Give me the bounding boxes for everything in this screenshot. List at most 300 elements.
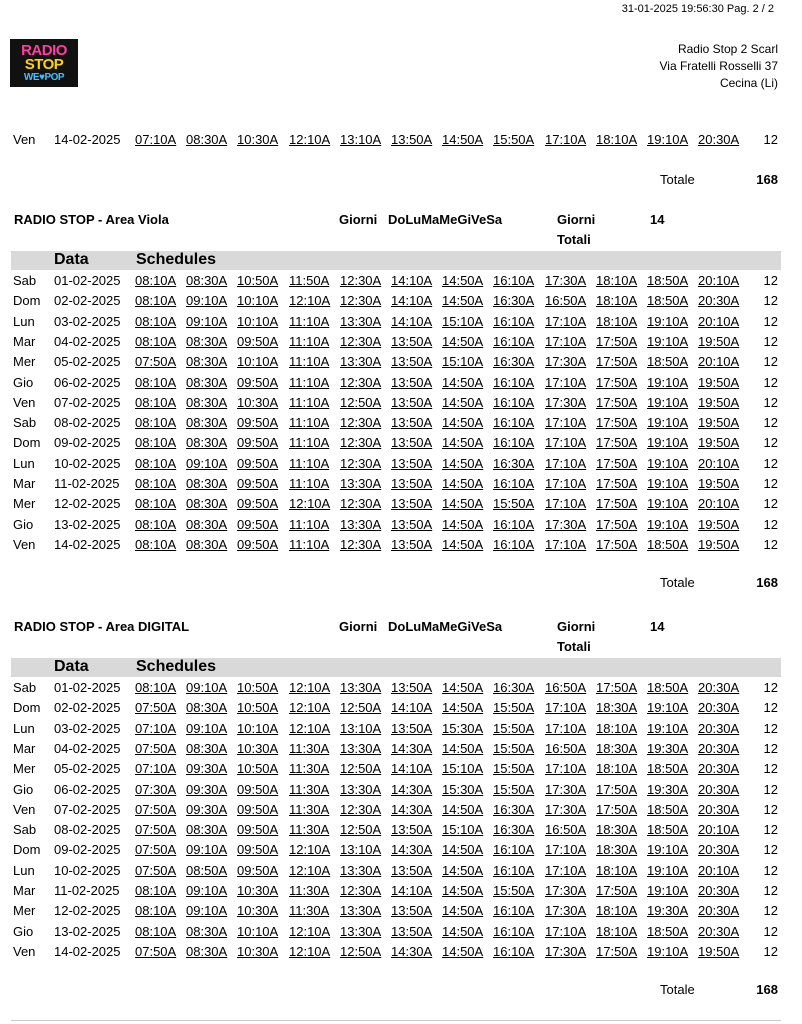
schedule-time-link[interactable]: 11:50A <box>289 273 330 288</box>
schedule-time-link[interactable]: 08:30A <box>186 496 228 512</box>
schedule-time-link[interactable]: 14:50A <box>442 333 484 349</box>
schedule-time-link[interactable]: 19:30A <box>647 740 689 756</box>
schedule-time-link[interactable]: 20:10A <box>698 313 740 329</box>
schedule-time-link[interactable]: 15:50A <box>493 700 535 716</box>
schedule-time-link[interactable]: 19:50A <box>698 415 740 431</box>
schedule-time-link[interactable]: 11:30A <box>289 801 330 817</box>
schedule-time-link[interactable]: 12:30A <box>340 536 382 552</box>
schedule-time-link[interactable]: 16:50A <box>545 680 587 695</box>
schedule-time-link[interactable]: 11:10A <box>289 476 330 491</box>
schedule-time-link[interactable]: 15:10A <box>442 313 484 329</box>
schedule-time-link[interactable]: 16:10A <box>493 862 535 878</box>
schedule-time-link[interactable]: 12:30A <box>340 801 382 817</box>
schedule-time-link[interactable]: 20:30A <box>698 700 740 716</box>
schedule-time-link[interactable]: 16:10A <box>493 476 535 491</box>
schedule-time-link[interactable]: 17:50A <box>596 476 638 491</box>
schedule-time-link[interactable]: 07:10A <box>135 761 177 777</box>
schedule-time-link[interactable]: 20:10A <box>698 822 740 838</box>
schedule-time-link[interactable]: 08:10A <box>135 883 177 898</box>
schedule-time-link[interactable]: 12:30A <box>340 496 382 512</box>
schedule-time-link[interactable]: 19:50A <box>698 435 740 451</box>
schedule-time-link[interactable]: 10:50A <box>237 761 279 777</box>
schedule-time-link[interactable]: 19:10A <box>647 476 689 491</box>
schedule-time-link[interactable]: 07:50A <box>135 842 177 858</box>
schedule-time-link[interactable]: 07:10A <box>135 720 177 736</box>
schedule-time-link[interactable]: 16:50A <box>545 293 587 309</box>
schedule-time-link[interactable]: 19:30A <box>647 903 689 919</box>
schedule-time-link[interactable]: 15:50A <box>493 883 535 898</box>
schedule-time-link[interactable]: 17:50A <box>596 536 638 552</box>
schedule-time-link[interactable]: 14:50A <box>442 435 484 451</box>
schedule-time-link[interactable]: 18:10A <box>596 862 638 878</box>
schedule-time-link[interactable]: 17:10A <box>545 476 587 491</box>
schedule-time-link[interactable]: 13:50A <box>391 516 433 532</box>
schedule-time-link[interactable]: 09:10A <box>186 883 228 898</box>
schedule-time-link[interactable]: 20:30A <box>698 781 740 797</box>
schedule-time-link[interactable]: 14:10A <box>391 761 433 777</box>
schedule-time-link[interactable]: 18:50A <box>647 761 689 777</box>
schedule-time-link[interactable]: 18:50A <box>647 354 689 370</box>
schedule-time-link[interactable]: 13:50A <box>391 476 433 491</box>
schedule-time-link[interactable]: 07:50A <box>135 862 177 878</box>
schedule-time-link[interactable]: 09:10A <box>186 903 228 919</box>
schedule-time-link[interactable]: 08:10A <box>135 374 177 390</box>
schedule-time-link[interactable]: 14:50A <box>442 862 484 878</box>
schedule-time-link[interactable]: 11:10A <box>289 536 330 552</box>
schedule-time-link[interactable]: 08:30A <box>186 333 228 349</box>
schedule-time-link[interactable]: 07:50A <box>135 740 177 756</box>
schedule-time-link[interactable]: 17:10A <box>545 374 587 390</box>
schedule-time-link[interactable]: 16:30A <box>493 354 535 370</box>
schedule-time-link[interactable]: 07:50A <box>135 943 177 959</box>
schedule-time-link[interactable]: 12:30A <box>340 415 382 431</box>
schedule-time-link[interactable]: 09:10A <box>186 293 228 309</box>
schedule-time-link[interactable]: 18:10A <box>596 293 638 309</box>
schedule-time-link[interactable]: 13:30A <box>340 740 382 756</box>
schedule-time-link[interactable]: 14:50A <box>442 273 484 288</box>
schedule-time-link[interactable]: 09:50A <box>237 862 279 878</box>
schedule-time-link[interactable]: 15:50A <box>493 781 535 797</box>
schedule-time-link[interactable]: 17:50A <box>596 943 638 959</box>
schedule-time-link[interactable]: 18:30A <box>596 740 638 756</box>
schedule-time-link[interactable]: 08:10A <box>135 394 177 410</box>
schedule-time-link[interactable]: 12:10A <box>289 720 331 736</box>
schedule-time-link[interactable]: 09:50A <box>237 822 279 838</box>
schedule-time-link[interactable]: 16:10A <box>493 536 535 552</box>
schedule-time-link[interactable]: 12:50A <box>340 700 382 716</box>
schedule-time-link[interactable]: 08:10A <box>135 455 177 471</box>
schedule-time-link[interactable]: 20:30A <box>698 740 740 756</box>
schedule-time-link[interactable]: 11:30A <box>289 903 330 919</box>
schedule-time-link[interactable]: 12:10A <box>289 862 331 878</box>
schedule-time-link[interactable]: 09:50A <box>237 415 279 431</box>
schedule-time-link[interactable]: 17:30A <box>545 883 587 898</box>
schedule-time-link[interactable]: 08:30A <box>186 394 228 410</box>
schedule-time-link[interactable]: 16:10A <box>493 943 535 959</box>
schedule-time-link[interactable]: 14:50A <box>442 903 484 919</box>
schedule-time-link[interactable]: 16:10A <box>493 374 535 390</box>
schedule-time-link[interactable]: 19:10A <box>647 394 689 410</box>
schedule-time-link[interactable]: 08:10A <box>135 903 177 919</box>
schedule-time-link[interactable]: 14:10A <box>391 273 433 288</box>
schedule-time-link[interactable]: 14:50A <box>442 293 484 309</box>
schedule-time-link[interactable]: 10:30A <box>237 883 279 898</box>
schedule-time-link[interactable]: 20:30A <box>698 903 740 919</box>
schedule-time-link[interactable]: 11:30A <box>289 761 330 777</box>
schedule-time-link[interactable]: 18:10A <box>596 720 638 736</box>
schedule-time-link[interactable]: 11:10A <box>289 516 330 532</box>
schedule-time-link[interactable]: 15:50A <box>493 496 535 512</box>
schedule-time-link[interactable]: 17:10A <box>545 720 587 736</box>
schedule-time-link[interactable]: 08:30A <box>186 943 228 959</box>
schedule-time-link[interactable]: 13:50A <box>391 435 433 451</box>
schedule-time-link[interactable]: 19:10A <box>647 862 689 878</box>
schedule-time-link[interactable]: 10:30A <box>237 943 279 959</box>
schedule-time-link[interactable]: 19:10A <box>647 455 689 471</box>
schedule-time-link[interactable]: 13:30A <box>340 313 382 329</box>
schedule-time-link[interactable]: 19:10A <box>647 374 689 390</box>
schedule-time-link[interactable]: 14:10A <box>391 313 433 329</box>
schedule-time-link[interactable]: 19:50A <box>698 536 740 552</box>
schedule-time-link[interactable]: 16:10A <box>493 415 535 431</box>
schedule-time-link[interactable]: 11:10A <box>289 394 330 410</box>
schedule-time-link[interactable]: 07:50A <box>135 822 177 838</box>
schedule-time-link[interactable]: 11:10A <box>289 354 330 370</box>
schedule-time-link[interactable]: 09:30A <box>186 801 228 817</box>
schedule-time-link[interactable]: 18:30A <box>596 842 638 858</box>
schedule-time-link[interactable]: 19:50A <box>698 476 740 491</box>
schedule-time-link[interactable]: 17:10A <box>545 761 587 777</box>
schedule-time-link[interactable]: 14:50A <box>442 700 484 716</box>
schedule-time-link[interactable]: 18:50A <box>647 536 689 552</box>
schedule-time-link[interactable]: 16:50A <box>545 822 587 838</box>
schedule-time-link[interactable]: 14:10A <box>391 883 433 898</box>
schedule-time-link[interactable]: 13:50A <box>391 923 433 939</box>
schedule-time-link[interactable]: 17:50A <box>596 333 638 349</box>
schedule-time-link[interactable]: 07:10A <box>135 132 177 147</box>
schedule-time-link[interactable]: 19:10A <box>647 415 689 431</box>
schedule-time-link[interactable]: 08:30A <box>186 700 228 716</box>
schedule-time-link[interactable]: 12:30A <box>340 374 382 390</box>
schedule-time-link[interactable]: 10:30A <box>237 132 279 147</box>
schedule-time-link[interactable]: 09:50A <box>237 842 279 858</box>
schedule-time-link[interactable]: 12:50A <box>340 943 382 959</box>
schedule-time-link[interactable]: 19:10A <box>647 132 689 147</box>
schedule-time-link[interactable]: 17:50A <box>596 801 638 817</box>
schedule-time-link[interactable]: 17:10A <box>545 923 587 939</box>
schedule-time-link[interactable]: 14:50A <box>442 740 484 756</box>
schedule-time-link[interactable]: 08:30A <box>186 476 228 491</box>
schedule-time-link[interactable]: 07:30A <box>135 781 177 797</box>
schedule-time-link[interactable]: 08:30A <box>186 923 228 939</box>
schedule-time-link[interactable]: 17:50A <box>596 354 638 370</box>
schedule-time-link[interactable]: 14:50A <box>442 415 484 431</box>
schedule-time-link[interactable]: 16:30A <box>493 822 535 838</box>
schedule-time-link[interactable]: 10:10A <box>237 354 279 370</box>
schedule-time-link[interactable]: 15:50A <box>493 740 535 756</box>
schedule-time-link[interactable]: 13:30A <box>340 862 382 878</box>
schedule-time-link[interactable]: 08:30A <box>186 374 228 390</box>
schedule-time-link[interactable]: 12:10A <box>289 842 331 858</box>
schedule-time-link[interactable]: 09:50A <box>237 435 279 451</box>
schedule-time-link[interactable]: 09:10A <box>186 842 228 858</box>
schedule-time-link[interactable]: 08:50A <box>186 862 228 878</box>
schedule-time-link[interactable]: 17:50A <box>596 883 638 898</box>
schedule-time-link[interactable]: 11:10A <box>289 435 330 451</box>
schedule-time-link[interactable]: 14:50A <box>442 496 484 512</box>
schedule-time-link[interactable]: 13:30A <box>340 923 382 939</box>
schedule-time-link[interactable]: 19:10A <box>647 883 689 898</box>
schedule-time-link[interactable]: 09:50A <box>237 781 279 797</box>
schedule-time-link[interactable]: 16:50A <box>545 740 587 756</box>
schedule-time-link[interactable]: 10:30A <box>237 740 279 756</box>
schedule-time-link[interactable]: 17:10A <box>545 536 587 552</box>
schedule-time-link[interactable]: 14:30A <box>391 781 433 797</box>
schedule-time-link[interactable]: 07:50A <box>135 354 177 370</box>
schedule-time-link[interactable]: 11:30A <box>289 822 330 838</box>
schedule-time-link[interactable]: 13:50A <box>391 394 433 410</box>
schedule-time-link[interactable]: 13:30A <box>340 516 382 532</box>
schedule-time-link[interactable]: 12:30A <box>340 333 382 349</box>
schedule-time-link[interactable]: 14:30A <box>391 842 433 858</box>
schedule-time-link[interactable]: 13:50A <box>391 862 433 878</box>
schedule-time-link[interactable]: 17:50A <box>596 781 638 797</box>
schedule-time-link[interactable]: 10:10A <box>237 720 279 736</box>
schedule-time-link[interactable]: 09:30A <box>186 781 228 797</box>
schedule-time-link[interactable]: 17:30A <box>545 903 587 919</box>
schedule-time-link[interactable]: 19:50A <box>698 394 740 410</box>
schedule-time-link[interactable]: 09:10A <box>186 680 228 695</box>
schedule-time-link[interactable]: 13:50A <box>391 822 433 838</box>
schedule-time-link[interactable]: 17:30A <box>545 801 587 817</box>
schedule-time-link[interactable]: 08:10A <box>135 313 177 329</box>
schedule-time-link[interactable]: 10:10A <box>237 293 279 309</box>
schedule-time-link[interactable]: 20:30A <box>698 842 740 858</box>
schedule-time-link[interactable]: 18:50A <box>647 801 689 817</box>
schedule-time-link[interactable]: 14:50A <box>442 680 484 695</box>
schedule-time-link[interactable]: 12:10A <box>289 943 331 959</box>
schedule-time-link[interactable]: 14:50A <box>442 536 484 552</box>
schedule-time-link[interactable]: 20:10A <box>698 273 740 288</box>
schedule-time-link[interactable]: 20:30A <box>698 761 740 777</box>
schedule-time-link[interactable]: 08:10A <box>135 333 177 349</box>
schedule-time-link[interactable]: 17:30A <box>545 394 587 410</box>
schedule-time-link[interactable]: 08:10A <box>135 923 177 939</box>
schedule-time-link[interactable]: 18:10A <box>596 273 638 288</box>
schedule-time-link[interactable]: 17:50A <box>596 680 638 695</box>
schedule-time-link[interactable]: 15:10A <box>442 354 484 370</box>
schedule-time-link[interactable]: 20:30A <box>698 923 740 939</box>
schedule-time-link[interactable]: 19:30A <box>647 781 689 797</box>
schedule-time-link[interactable]: 12:30A <box>340 273 382 288</box>
schedule-time-link[interactable]: 10:50A <box>237 680 279 695</box>
schedule-time-link[interactable]: 17:30A <box>545 781 587 797</box>
schedule-time-link[interactable]: 20:30A <box>698 680 740 695</box>
schedule-time-link[interactable]: 16:10A <box>493 394 535 410</box>
schedule-time-link[interactable]: 16:10A <box>493 903 535 919</box>
schedule-time-link[interactable]: 19:10A <box>647 842 689 858</box>
schedule-time-link[interactable]: 14:10A <box>391 293 433 309</box>
schedule-time-link[interactable]: 16:30A <box>493 293 535 309</box>
schedule-time-link[interactable]: 14:50A <box>442 394 484 410</box>
schedule-time-link[interactable]: 14:50A <box>442 883 484 898</box>
schedule-time-link[interactable]: 18:10A <box>596 313 638 329</box>
schedule-time-link[interactable]: 10:10A <box>237 313 279 329</box>
schedule-time-link[interactable]: 20:30A <box>698 293 740 309</box>
schedule-time-link[interactable]: 13:50A <box>391 680 433 695</box>
schedule-time-link[interactable]: 13:30A <box>340 903 382 919</box>
schedule-time-link[interactable]: 12:30A <box>340 293 382 309</box>
schedule-time-link[interactable]: 08:30A <box>186 273 228 288</box>
schedule-time-link[interactable]: 17:10A <box>545 455 587 471</box>
schedule-time-link[interactable]: 13:50A <box>391 536 433 552</box>
schedule-time-link[interactable]: 13:50A <box>391 496 433 512</box>
schedule-time-link[interactable]: 17:10A <box>545 842 587 858</box>
schedule-time-link[interactable]: 14:50A <box>442 842 484 858</box>
schedule-time-link[interactable]: 13:50A <box>391 132 433 147</box>
schedule-time-link[interactable]: 17:30A <box>545 273 587 288</box>
schedule-time-link[interactable]: 10:10A <box>237 923 279 939</box>
schedule-time-link[interactable]: 20:10A <box>698 862 740 878</box>
schedule-time-link[interactable]: 17:10A <box>545 700 587 716</box>
schedule-time-link[interactable]: 14:50A <box>442 455 484 471</box>
schedule-time-link[interactable]: 14:30A <box>391 801 433 817</box>
schedule-time-link[interactable]: 11:10A <box>289 313 330 329</box>
schedule-time-link[interactable]: 19:10A <box>647 435 689 451</box>
schedule-time-link[interactable]: 12:10A <box>289 293 331 309</box>
schedule-time-link[interactable]: 18:50A <box>647 822 689 838</box>
schedule-time-link[interactable]: 12:10A <box>289 700 331 716</box>
schedule-time-link[interactable]: 08:10A <box>135 476 177 491</box>
schedule-time-link[interactable]: 10:30A <box>237 903 279 919</box>
schedule-time-link[interactable]: 12:10A <box>289 680 331 695</box>
schedule-time-link[interactable]: 13:30A <box>340 476 382 491</box>
schedule-time-link[interactable]: 17:30A <box>545 516 587 532</box>
schedule-time-link[interactable]: 13:50A <box>391 720 433 736</box>
schedule-time-link[interactable]: 14:50A <box>442 374 484 390</box>
schedule-time-link[interactable]: 09:50A <box>237 476 279 491</box>
schedule-time-link[interactable]: 14:50A <box>442 476 484 491</box>
schedule-time-link[interactable]: 13:50A <box>391 354 433 370</box>
schedule-time-link[interactable]: 20:10A <box>698 354 740 370</box>
schedule-time-link[interactable]: 16:30A <box>493 801 535 817</box>
schedule-time-link[interactable]: 14:30A <box>391 943 433 959</box>
schedule-time-link[interactable]: 14:50A <box>442 943 484 959</box>
schedule-time-link[interactable]: 19:50A <box>698 374 740 390</box>
schedule-time-link[interactable]: 09:10A <box>186 313 228 329</box>
schedule-time-link[interactable]: 18:10A <box>596 761 638 777</box>
schedule-time-link[interactable]: 08:30A <box>186 435 228 451</box>
schedule-time-link[interactable]: 13:50A <box>391 415 433 431</box>
schedule-time-link[interactable]: 09:50A <box>237 801 279 817</box>
schedule-time-link[interactable]: 17:10A <box>545 435 587 451</box>
schedule-time-link[interactable]: 15:50A <box>493 720 535 736</box>
schedule-time-link[interactable]: 16:10A <box>493 333 535 349</box>
schedule-time-link[interactable]: 09:50A <box>237 536 279 552</box>
schedule-time-link[interactable]: 09:50A <box>237 333 279 349</box>
schedule-time-link[interactable]: 12:50A <box>340 394 382 410</box>
schedule-time-link[interactable]: 11:30A <box>289 781 330 797</box>
schedule-time-link[interactable]: 18:10A <box>596 132 638 147</box>
schedule-time-link[interactable]: 20:30A <box>698 132 740 147</box>
schedule-time-link[interactable]: 14:30A <box>391 740 433 756</box>
schedule-time-link[interactable]: 10:50A <box>237 273 279 288</box>
schedule-time-link[interactable]: 13:50A <box>391 333 433 349</box>
schedule-time-link[interactable]: 17:30A <box>545 354 587 370</box>
schedule-time-link[interactable]: 16:10A <box>493 313 535 329</box>
schedule-time-link[interactable]: 15:50A <box>493 761 535 777</box>
schedule-time-link[interactable]: 18:50A <box>647 273 689 288</box>
schedule-time-link[interactable]: 19:10A <box>647 720 689 736</box>
schedule-time-link[interactable]: 17:50A <box>596 455 638 471</box>
schedule-time-link[interactable]: 12:30A <box>340 455 382 471</box>
schedule-time-link[interactable]: 17:10A <box>545 313 587 329</box>
schedule-time-link[interactable]: 08:10A <box>135 435 177 451</box>
schedule-time-link[interactable]: 18:10A <box>596 903 638 919</box>
schedule-time-link[interactable]: 08:10A <box>135 680 177 695</box>
schedule-time-link[interactable]: 11:30A <box>289 883 330 898</box>
schedule-time-link[interactable]: 14:50A <box>442 923 484 939</box>
schedule-time-link[interactable]: 12:30A <box>340 883 382 898</box>
schedule-time-link[interactable]: 19:10A <box>647 700 689 716</box>
schedule-time-link[interactable]: 19:50A <box>698 516 740 532</box>
schedule-time-link[interactable]: 15:30A <box>442 720 484 736</box>
schedule-time-link[interactable]: 11:10A <box>289 455 330 471</box>
schedule-time-link[interactable]: 13:10A <box>340 132 382 147</box>
schedule-time-link[interactable]: 08:10A <box>135 273 177 288</box>
schedule-time-link[interactable]: 11:30A <box>289 740 330 756</box>
schedule-time-link[interactable]: 10:30A <box>237 394 279 410</box>
schedule-time-link[interactable]: 15:50A <box>493 132 535 147</box>
schedule-time-link[interactable]: 16:10A <box>493 273 535 288</box>
schedule-time-link[interactable]: 08:30A <box>186 132 228 147</box>
schedule-time-link[interactable]: 19:10A <box>647 496 689 512</box>
schedule-time-link[interactable]: 13:30A <box>340 680 382 695</box>
schedule-time-link[interactable]: 12:50A <box>340 761 382 777</box>
schedule-time-link[interactable]: 09:10A <box>186 455 228 471</box>
schedule-time-link[interactable]: 08:30A <box>186 415 228 431</box>
schedule-time-link[interactable]: 10:50A <box>237 700 279 716</box>
schedule-time-link[interactable]: 07:50A <box>135 700 177 716</box>
schedule-time-link[interactable]: 19:50A <box>698 333 740 349</box>
schedule-time-link[interactable]: 17:50A <box>596 496 638 512</box>
schedule-time-link[interactable]: 18:50A <box>647 923 689 939</box>
schedule-time-link[interactable]: 11:10A <box>289 374 330 390</box>
schedule-time-link[interactable]: 20:30A <box>698 801 740 817</box>
schedule-time-link[interactable]: 16:10A <box>493 842 535 858</box>
schedule-time-link[interactable]: 17:10A <box>545 862 587 878</box>
schedule-time-link[interactable]: 12:50A <box>340 822 382 838</box>
schedule-time-link[interactable]: 13:30A <box>340 781 382 797</box>
schedule-time-link[interactable]: 14:50A <box>442 132 484 147</box>
schedule-time-link[interactable]: 18:10A <box>596 923 638 939</box>
schedule-time-link[interactable]: 14:50A <box>442 516 484 532</box>
schedule-time-link[interactable]: 18:50A <box>647 293 689 309</box>
schedule-time-link[interactable]: 08:10A <box>135 496 177 512</box>
schedule-time-link[interactable]: 15:10A <box>442 761 484 777</box>
schedule-time-link[interactable]: 13:50A <box>391 903 433 919</box>
schedule-time-link[interactable]: 09:50A <box>237 455 279 471</box>
schedule-time-link[interactable]: 19:10A <box>647 333 689 349</box>
schedule-time-link[interactable]: 17:10A <box>545 415 587 431</box>
schedule-time-link[interactable]: 11:10A <box>289 333 330 349</box>
schedule-time-link[interactable]: 19:10A <box>647 516 689 532</box>
schedule-time-link[interactable]: 12:10A <box>289 132 331 147</box>
schedule-time-link[interactable]: 08:30A <box>186 822 228 838</box>
schedule-time-link[interactable]: 07:50A <box>135 801 177 817</box>
schedule-time-link[interactable]: 13:10A <box>340 720 382 736</box>
schedule-time-link[interactable]: 17:50A <box>596 415 638 431</box>
